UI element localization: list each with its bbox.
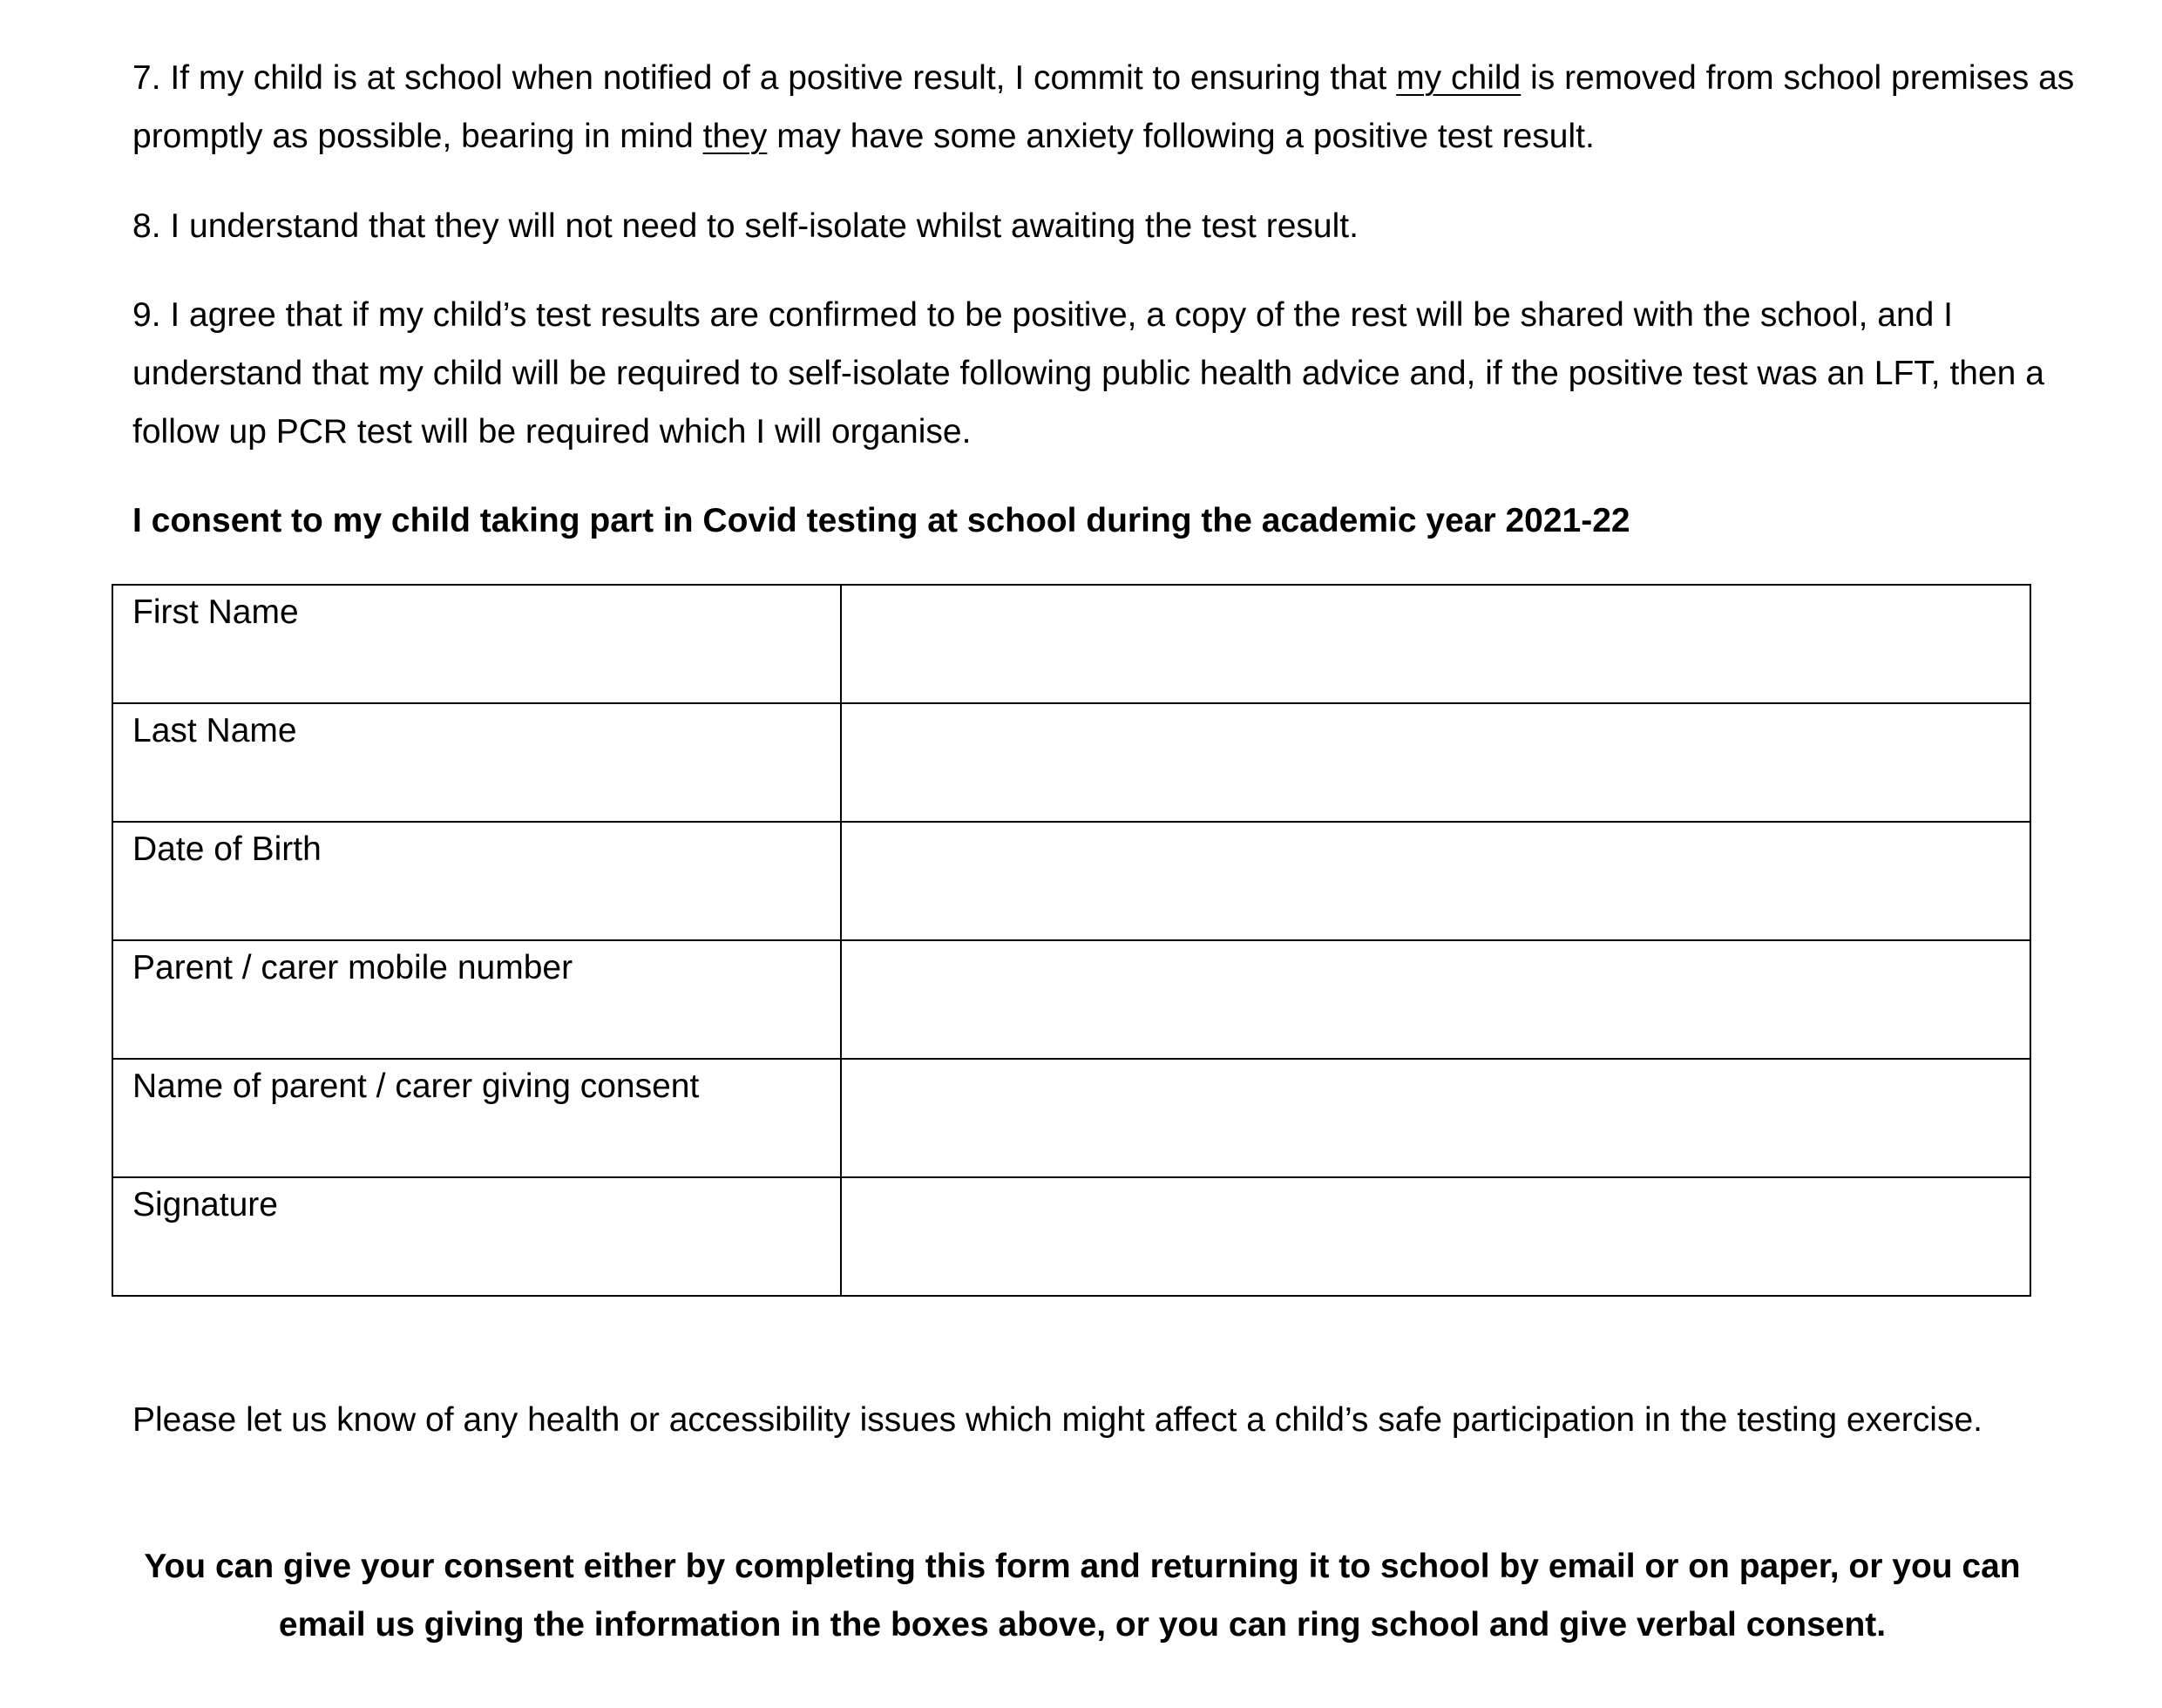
table-row-signature: [112, 1177, 2030, 1296]
table-row-date-of-birth: [112, 822, 2030, 940]
signature-label-cell: [112, 1177, 841, 1296]
first-name-label-cell: [112, 585, 841, 703]
item-7-text-part3: may have some anxiety following a positive test result.: [767, 118, 1595, 155]
date-of-birth-label: Date of Birth: [132, 830, 322, 868]
item-7-paragraph: [132, 49, 2084, 166]
first-name-field[interactable]: [841, 585, 2030, 703]
date-of-birth-label-cell: [112, 822, 841, 940]
item-7-text-part1: 7. If my child is at school when notified of a positive result, I commit to ensuring that: [132, 59, 1397, 97]
mobile-number-label-cell: [112, 940, 841, 1059]
item-8-paragraph: 8. I understand that they will not need to self-isolate whilst awaiting the test result.: [132, 207, 1359, 245]
table-row-last-name: [112, 703, 2030, 822]
date-of-birth-field[interactable]: [841, 822, 2030, 940]
last-name-label: Last Name: [132, 712, 297, 749]
last-name-field[interactable]: [841, 703, 2030, 822]
item-7-text-part2: is removed from school premises as promptly as possible, bearing in mind: [132, 59, 2075, 155]
consent-details-table: [112, 584, 2031, 1297]
first-name-label: First Name: [132, 593, 299, 631]
signature-label: Signature: [132, 1186, 278, 1223]
table-row-first-name: [112, 585, 2030, 703]
mobile-number-field[interactable]: [841, 940, 2030, 1059]
signature-field[interactable]: [841, 1177, 2030, 1296]
last-name-label-cell: [112, 703, 841, 822]
item-7-underlined-they: they: [702, 118, 768, 155]
item-9-paragraph: 9. I agree that if my child’s test results are confirmed to be positive, a copy of the rest will be shared with the school, and I understand that my child will be required to self-isolate following public health advice and, if the positive test was an LFT, then a follow up PCR test will be required which I will organise.: [132, 296, 2044, 451]
item-7-underlined-my-child: my child: [1396, 59, 1522, 97]
table-row-mobile-number: [112, 940, 2030, 1059]
table-row-consenting-parent: [112, 1059, 2030, 1177]
health-note-paragraph: Please let us know of any health or accessibility issues which might affect a child’s safe participation in the testing exercise.: [132, 1401, 1982, 1439]
consenting-parent-field[interactable]: [841, 1059, 2030, 1177]
consent-heading: I consent to my child taking part in Covid testing at school during the academic year 2021-22: [132, 502, 1630, 539]
closing-note-paragraph: You can give your consent either by completing this form and returning it to school by email or on paper, or you can email us giving the information in the boxes above, or you can ring school and give verbal consent.: [144, 1548, 2021, 1644]
consenting-parent-label: Name of parent / carer giving consent: [132, 1068, 700, 1105]
consenting-parent-label-cell: [112, 1059, 841, 1177]
mobile-number-label: Parent / carer mobile number: [132, 949, 573, 986]
